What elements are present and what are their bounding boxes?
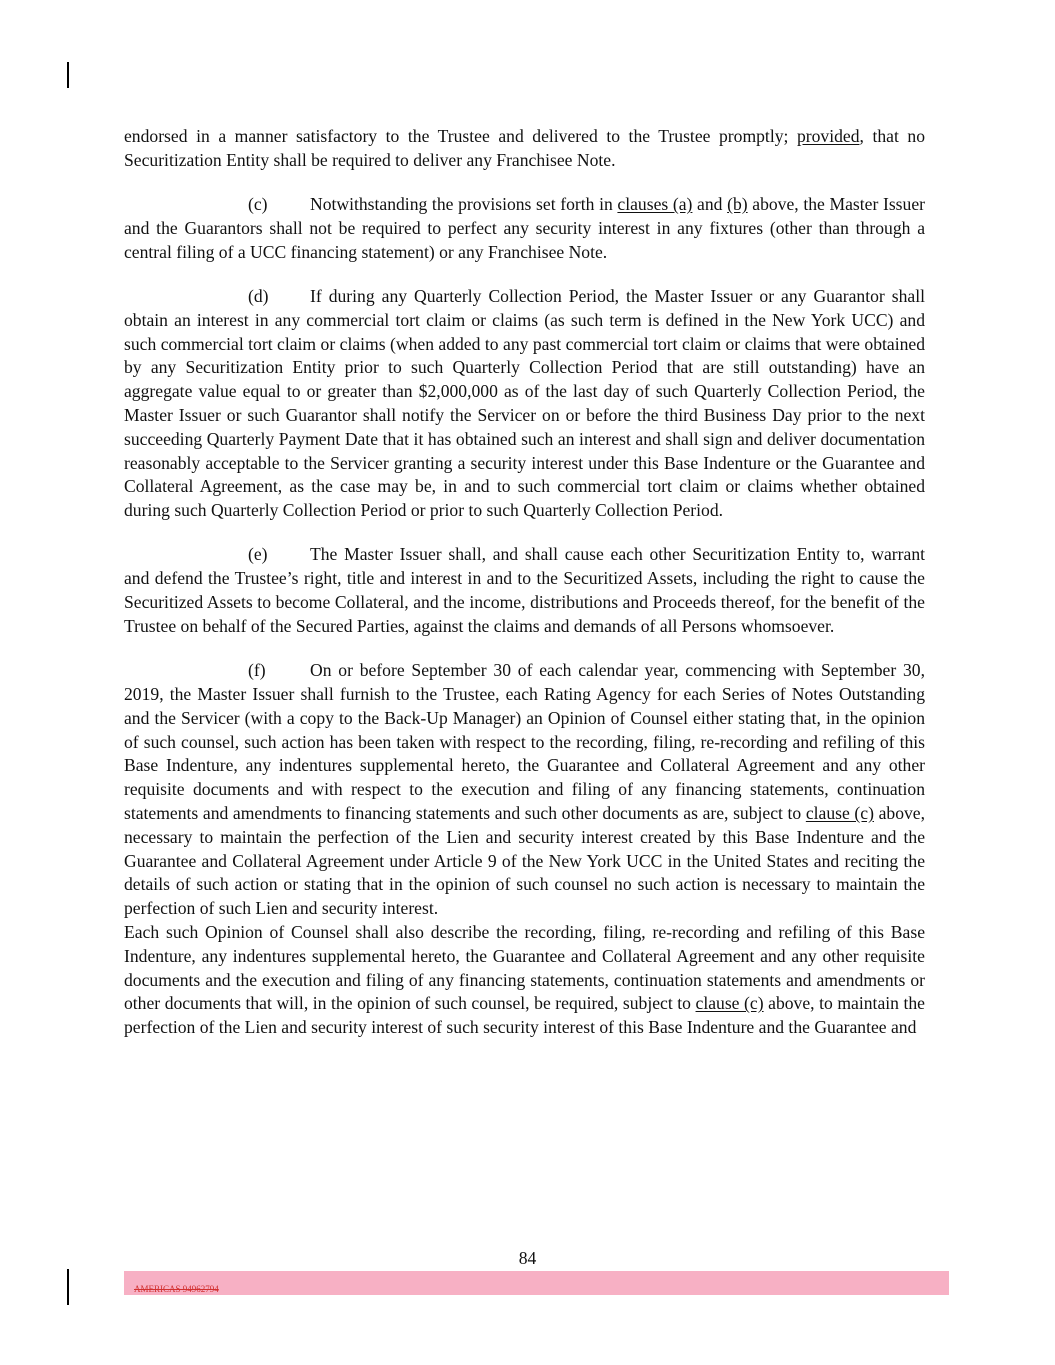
clause-d — [124, 285, 925, 523]
opinion-paragraph — [124, 921, 925, 1040]
page-number: 84 — [518, 1248, 537, 1268]
clause-label: (c) — [248, 194, 268, 215]
clause-e — [124, 543, 925, 638]
text-segment: and — [692, 194, 728, 215]
text-segment: If during any Quarterly Collection Period, the Master Issuer or any Guarantor shall obtain an interest in any commercial tort claim or claims (as such term is defined in the New York UCC) and such commercial tort claim or claims (when added to any past commercial tort claim or claims that were obtained by any Securitization Entity prior to such Quarterly Collection Period that are still outstanding) have an aggregate value equal to or greater than $2,000,000 as of the last day of such Quarterly Collection Period, the Master Issuer or such Guarantor shall notify the Servicer on or before the third Business Day prior to the next succeeding Quarterly Payment Date that it has obtained such an interest and shall sign and deliver documentation reasonably acceptable to the Servicer granting a security interest under this Base Indenture or the Guarantee and Collateral Agreement, as the case may be, in and to such commercial tort claim or claims whether obtained during such Quarterly Collection Period or prior to such Quarterly Collection Period. — [124, 285, 925, 521]
clause-label: (e) — [248, 544, 268, 565]
clause-c — [124, 193, 925, 264]
clause-reference: clause (c) — [805, 802, 874, 823]
change-bar-top — [67, 62, 69, 88]
underlined-term: provided — [796, 126, 860, 146]
clause-reference: clause (c) — [695, 993, 764, 1014]
text-segment: above, necessary to maintain the perfection of the Lien and security interest created by this Base Indenture and the Guarantee and Collateral Agreement under Article 9 of the New York UCC in the United States and reciting the details of such action or stating that in the opinion of such counsel no such action is necessary to maintain the perfection of such Lien and security interest. — [124, 802, 926, 919]
paragraph-continuation — [124, 125, 925, 173]
text-segment: The Master Issuer shall, and shall cause each other Securitization Entity to, warrant and defend the Trustee’s right, title and interest in and to the Securitized Assets, including the right to cause the Securitized Assets to become Collateral, and the income, distributions and Proceeds thereof, for the benefit of the Trustee on behalf of the Secured Parties, against the claims and demands of all Persons whomsoever. — [124, 544, 925, 636]
clause-label: (f) — [248, 660, 266, 681]
text-segment: endorsed in a manner satisfactory to the Trustee and delivered to the Trustee promptly; — [124, 126, 797, 146]
text-segment: above, the Master Issuer and the Guarantors shall not be required to perfect any security interest in any fixtures (other than through a central filing of a UCC financing statement) or any Franchisee Note. — [124, 194, 925, 262]
clause-f — [124, 659, 925, 921]
clause-reference: clauses (a) — [617, 194, 693, 215]
clause-reference: (b) — [727, 194, 748, 215]
document-body — [124, 125, 925, 1040]
document-id: AMERICAS 94962794 — [134, 1284, 219, 1294]
text-segment: Each such Opinion of Counsel shall also describe the recording, filing, re-recording and refiling of this Base Indenture, any indentures supplemental hereto, the Guarantee and Collateral Agreement and any other requisite documents and the execution and filing of any financing statements, continuation statements and amendments or other documents that will, in the opinion of such counsel, be required, subject to — [124, 921, 925, 1014]
text-segment: On or before September 30 of each calendar year, commencing with September 30, 2019, the Master Issuer shall furnish to the Trustee, each Rating Agency for each Series of Notes Outstanding and the Servicer (with a copy to the Back-Up Manager) an Opinion of Counsel either stating that, in the opinion of such counsel, such action has been taken with respect to the recording, filing, re-recording and refiling of this Base Indenture, any indentures supplemental hereto, the Guarantee and Collateral Agreement and any other requisite documents and with respect to the execution and filing of any financing statements, continuation statements and amendments to financing statements and such other documents as are, subject to — [124, 660, 925, 823]
text-segment: Notwithstanding the provisions set forth in — [310, 194, 618, 215]
text-segment: above, to maintain the perfection of the Lien and security interest of such security interest of this Base Indenture and the Guarantee and — [124, 993, 925, 1038]
text-segment: , that no Securitization Entity shall be required to deliver any Franchisee Note. — [124, 126, 925, 170]
change-bar-bottom — [67, 1269, 69, 1305]
footer-band — [124, 1271, 949, 1295]
clause-label: (d) — [248, 285, 269, 306]
